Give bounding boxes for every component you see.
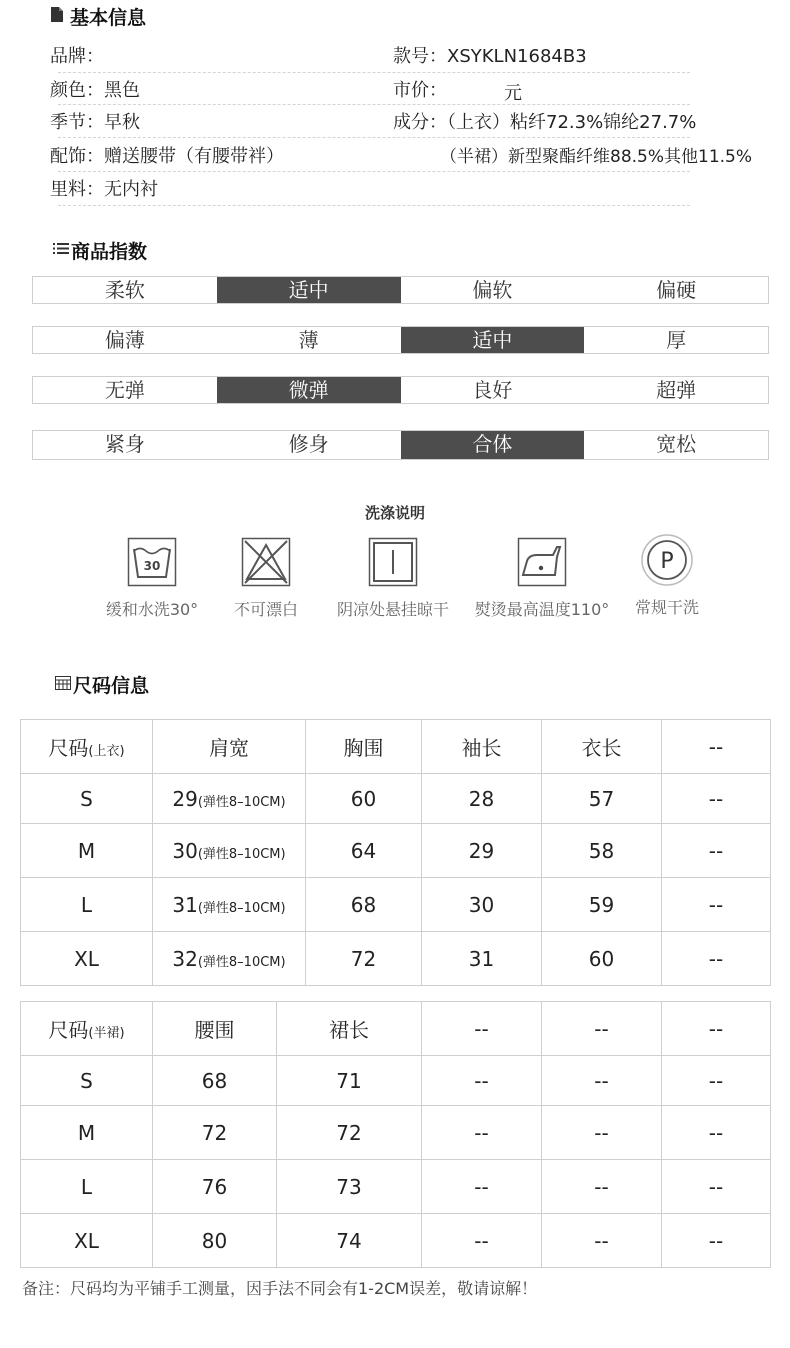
- header-size: 尺码(上衣): [21, 720, 153, 774]
- extra-cell: --: [542, 1106, 662, 1160]
- length-cell: 58: [542, 824, 662, 878]
- extra-cell: --: [662, 1160, 771, 1214]
- index-option: 紧身: [104, 432, 145, 456]
- index-row-elasticity: [32, 376, 769, 404]
- size-cell: S: [21, 774, 153, 824]
- measurement-note: 备注：尺码均为平铺手工测量，因手法不同会有1-2CM误差，敬请谅解！: [22, 1279, 538, 1298]
- header-extra: --: [662, 720, 771, 774]
- color-field: 颜色：黑色: [50, 80, 140, 101]
- wash-30-icon: [127, 537, 177, 587]
- chest-cell: 64: [306, 824, 422, 878]
- table-row: [21, 774, 771, 824]
- no-bleach-icon: [241, 537, 291, 587]
- lining-field: 里料：无内衬: [50, 179, 158, 200]
- header-extra: --: [422, 1002, 542, 1056]
- care-label: 不可漂白: [233, 600, 298, 619]
- extra-cell: --: [542, 1056, 662, 1106]
- table-row: [21, 1160, 771, 1214]
- extra-cell: --: [542, 1214, 662, 1268]
- care-item-dryclean: [597, 533, 737, 618]
- season-field: 季节：早秋: [50, 112, 140, 133]
- index-option-selected: 适中: [401, 327, 585, 353]
- size-cell: XL: [21, 932, 153, 986]
- style-number: 款号：XSYKLN1684B3: [393, 46, 587, 67]
- table-row: [21, 1214, 771, 1268]
- care-label: 阴凉处悬挂晾干: [336, 600, 449, 619]
- size-cell: M: [21, 824, 153, 878]
- table-row: [21, 932, 771, 986]
- shoulder-cell: 32(弹性8–10CM): [153, 932, 306, 986]
- table-header-row: [21, 720, 771, 774]
- iron-110-icon: [517, 537, 567, 587]
- size-cell: S: [21, 1056, 153, 1106]
- table-row: [21, 878, 771, 932]
- index-option: 超弹: [656, 378, 697, 402]
- size-cell: L: [21, 878, 153, 932]
- product-index-title: 商品指数: [71, 241, 148, 263]
- index-row-softness: [32, 276, 769, 304]
- extra-cell: --: [662, 824, 771, 878]
- index-option: 无弹: [104, 378, 145, 402]
- care-label: 熨烫最高温度110°: [474, 600, 610, 619]
- chest-cell: 68: [306, 878, 422, 932]
- header-chest: 胸围: [306, 720, 422, 774]
- index-option: 修身: [288, 432, 329, 456]
- index-option: 偏薄: [104, 328, 145, 352]
- index-row-fit: [32, 430, 769, 460]
- index-option: 薄: [298, 328, 319, 352]
- index-option-selected: 合体: [401, 431, 585, 459]
- header-waist: 腰围: [153, 1002, 277, 1056]
- length-cell: 59: [542, 878, 662, 932]
- skirt-size-table: [20, 1001, 771, 1268]
- divider: [58, 171, 690, 172]
- extra-cell: --: [542, 1160, 662, 1214]
- header-extra: --: [662, 1002, 771, 1056]
- care-item-dry: [323, 537, 463, 620]
- divider: [58, 72, 690, 73]
- accessory-field: 配饰：赠送腰带（有腰带袢）: [50, 146, 284, 167]
- waist-cell: 76: [153, 1160, 277, 1214]
- price-unit: 元: [504, 83, 522, 104]
- document-icon: [50, 6, 64, 23]
- top-size-table: [20, 719, 771, 986]
- sleeve-cell: 31: [422, 932, 542, 986]
- index-option: 良好: [472, 378, 513, 402]
- extra-cell: --: [422, 1160, 542, 1214]
- skirt-length-cell: 74: [277, 1214, 422, 1268]
- size-cell: XL: [21, 1214, 153, 1268]
- chest-cell: 72: [306, 932, 422, 986]
- extra-cell: --: [662, 1214, 771, 1268]
- length-cell: 57: [542, 774, 662, 824]
- ruler-grid-icon: [55, 676, 71, 690]
- index-option: 厚: [666, 328, 687, 352]
- care-label: 常规干洗: [634, 598, 699, 617]
- extra-cell: --: [662, 878, 771, 932]
- line-dry-shade-icon: [368, 537, 418, 587]
- extra-cell: --: [422, 1056, 542, 1106]
- header-length: 衣长: [542, 720, 662, 774]
- size-info-title: 尺码信息: [73, 675, 150, 697]
- length-cell: 60: [542, 932, 662, 986]
- extra-cell: --: [662, 1056, 771, 1106]
- extra-cell: --: [662, 932, 771, 986]
- care-label: 缓和水洗30°: [105, 600, 199, 619]
- sleeve-cell: 29: [422, 824, 542, 878]
- divider: [58, 137, 690, 138]
- table-row: [21, 1106, 771, 1160]
- header-skirt-length: 裙长: [277, 1002, 422, 1056]
- extra-cell: --: [422, 1214, 542, 1268]
- index-option: 柔软: [104, 278, 145, 302]
- table-row: [21, 824, 771, 878]
- header-size: 尺码(半裙): [21, 1002, 153, 1056]
- dry-clean-p-icon: [640, 533, 694, 587]
- header-sleeve: 袖长: [422, 720, 542, 774]
- basic-info-title: 基本信息: [70, 7, 147, 29]
- composition-top: 成分：（上衣）粘纤72.3%锦纶27.7%: [393, 112, 697, 133]
- chest-cell: 60: [306, 774, 422, 824]
- extra-cell: --: [422, 1106, 542, 1160]
- shoulder-cell: 29(弹性8–10CM): [153, 774, 306, 824]
- extra-cell: --: [662, 1106, 771, 1160]
- sleeve-cell: 30: [422, 878, 542, 932]
- index-option: 偏硬: [656, 278, 697, 302]
- shoulder-cell: 30(弹性8–10CM): [153, 824, 306, 878]
- header-shoulder: 肩宽: [153, 720, 306, 774]
- size-cell: L: [21, 1160, 153, 1214]
- list-icon: [53, 242, 69, 255]
- skirt-length-cell: 72: [277, 1106, 422, 1160]
- skirt-length-cell: 71: [277, 1056, 422, 1106]
- care-title: 洗涤说明: [364, 504, 425, 522]
- dry-clean-letter: P: [660, 549, 674, 574]
- price-label: 市价：: [393, 80, 447, 101]
- care-item-bleach: [196, 537, 336, 620]
- header-extra: --: [542, 1002, 662, 1056]
- shoulder-cell: 31(弹性8–10CM): [153, 878, 306, 932]
- size-cell: M: [21, 1106, 153, 1160]
- index-option: 宽松: [656, 432, 697, 456]
- index-option: 偏软: [472, 278, 513, 302]
- wash-temp-text: 30: [143, 559, 161, 573]
- table-header-row: [21, 1002, 771, 1056]
- skirt-length-cell: 73: [277, 1160, 422, 1214]
- waist-cell: 80: [153, 1214, 277, 1268]
- divider: [58, 205, 690, 206]
- index-row-thickness: [32, 326, 769, 354]
- care-item-iron: [472, 537, 612, 620]
- composition-skirt: （半裙）新型聚酯纤维88.5%其他11.5%: [440, 147, 753, 167]
- waist-cell: 68: [153, 1056, 277, 1106]
- table-row: [21, 1056, 771, 1106]
- index-option-selected: 微弹: [217, 377, 401, 403]
- divider: [58, 104, 690, 105]
- extra-cell: --: [662, 774, 771, 824]
- brand-field: 品牌：: [50, 46, 104, 67]
- index-option-selected: 适中: [217, 277, 401, 303]
- sleeve-cell: 28: [422, 774, 542, 824]
- waist-cell: 72: [153, 1106, 277, 1160]
